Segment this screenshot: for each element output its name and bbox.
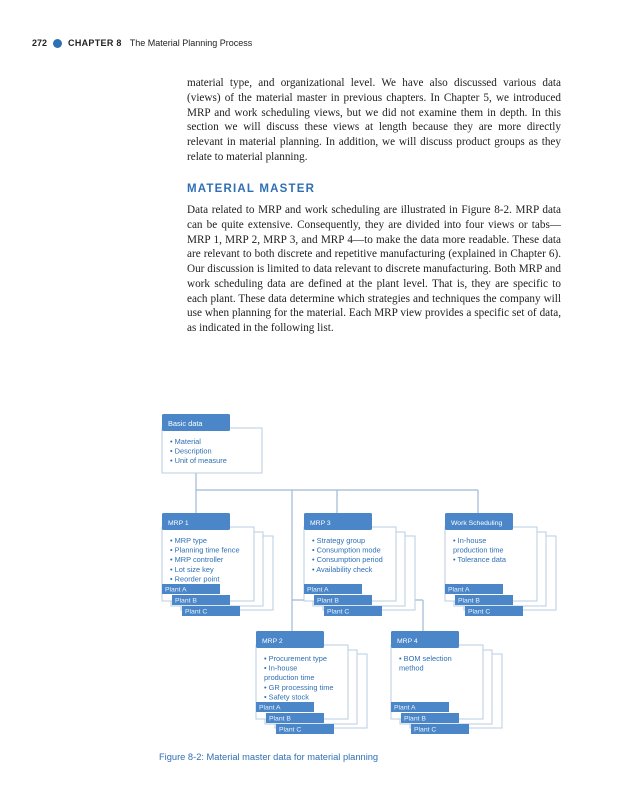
view-card-work-scheduling <box>445 513 556 616</box>
view-item: • Strategy group <box>312 536 366 545</box>
plant-label: Plant C <box>468 608 491 616</box>
view-title: MRP 2 <box>262 637 283 645</box>
plant-label: Plant C <box>414 726 437 734</box>
plant-label: Plant B <box>458 597 480 605</box>
view-item: • Planning time fence <box>170 545 240 555</box>
view-item: • Tolerance data <box>453 555 506 565</box>
view-card-mrp-3 <box>304 513 415 616</box>
view-card-mrp-1 <box>162 513 273 616</box>
view-item: • MRP controller <box>170 555 224 565</box>
plant-label: Plant A <box>307 586 329 594</box>
section-paragraph: Data related to MRP and work scheduling are illustrated in Figure 8-2. MRP data can be quite extensive. Consequently, they are divided into four views or tabs—MRP 1, MRP 2, MRP 3, and MRP 4—to make the data more readable. These data are relevant to both discrete and repetitive manufacturing (explained in Chapter 6). Our discussion is limited to data relevant to discrete manufacturing. Both MRP and work scheduling data are defined at the plant level. That is, they are specific to each plant. These data determine which strategies and techniques the company will use when planning for the material. Each MRP view provides a specific set of data, as indicated in the following list. <box>187 204 561 334</box>
plant-label: Plant C <box>327 608 350 616</box>
view-item: production time <box>453 545 504 555</box>
plant-label: Plant A <box>448 586 470 594</box>
view-title: MRP 4 <box>397 637 418 645</box>
plant-label: Plant A <box>165 586 187 594</box>
view-item: • Procurement type <box>264 654 327 663</box>
view-item: • In-house <box>264 663 298 673</box>
plant-label: Plant B <box>317 597 339 605</box>
view-item: • Lot size key <box>170 564 214 574</box>
view-item: • Reorder point <box>170 574 220 584</box>
plant-label: Plant B <box>404 715 426 723</box>
basic-data-item: • Unit of measure <box>170 456 227 466</box>
view-item: • GR processing time <box>264 682 334 692</box>
intro-paragraph: material type, and organizational level. We have also discussed various data (views) of the material master in previous chapters. In Chapter 5, we introduced MRP and work scheduling views, but we did not examine them in depth. In this section we will discuss these views at length because they are more directly relevant in material planning. In addition, we will discuss product groups as they relate to material planning. <box>187 77 561 163</box>
plant-label: Plant B <box>175 597 197 605</box>
figure-caption: Figure 8-2: Material master data for material planning <box>159 752 379 762</box>
basic-data-group <box>162 414 262 473</box>
plant-label: Plant B <box>269 715 291 723</box>
plant-label: Plant C <box>185 608 208 616</box>
plant-label: Plant C <box>279 726 302 734</box>
view-item: method <box>399 663 424 673</box>
view-item: • BOM selection <box>399 654 452 663</box>
view-item: production time <box>264 673 315 683</box>
view-item: • MRP type <box>170 536 207 545</box>
section-heading: MATERIAL MASTER <box>187 183 316 195</box>
view-title: MRP 1 <box>168 519 189 527</box>
view-card-mrp-4 <box>391 631 502 734</box>
view-item: • Consumption mode <box>312 545 381 555</box>
basic-data-title: Basic data <box>168 419 203 428</box>
basic-data-item: • Material <box>170 437 201 446</box>
plant-label: Plant A <box>259 704 281 712</box>
basic-data-item: • Description <box>170 446 212 456</box>
page-number: 272 <box>32 38 48 48</box>
view-title: Work Scheduling <box>451 519 503 527</box>
chapter-label: CHAPTER 8 <box>68 38 122 48</box>
chapter-title: The Material Planning Process <box>129 38 253 48</box>
view-item: • Availability check <box>312 564 373 574</box>
plant-label: Plant A <box>394 704 416 712</box>
view-item: • Safety stock <box>264 692 309 702</box>
view-card-mrp-2 <box>256 631 367 734</box>
view-title: MRP 3 <box>310 519 331 527</box>
view-item: • In-house <box>453 536 487 545</box>
view-item: • Consumption period <box>312 555 383 565</box>
